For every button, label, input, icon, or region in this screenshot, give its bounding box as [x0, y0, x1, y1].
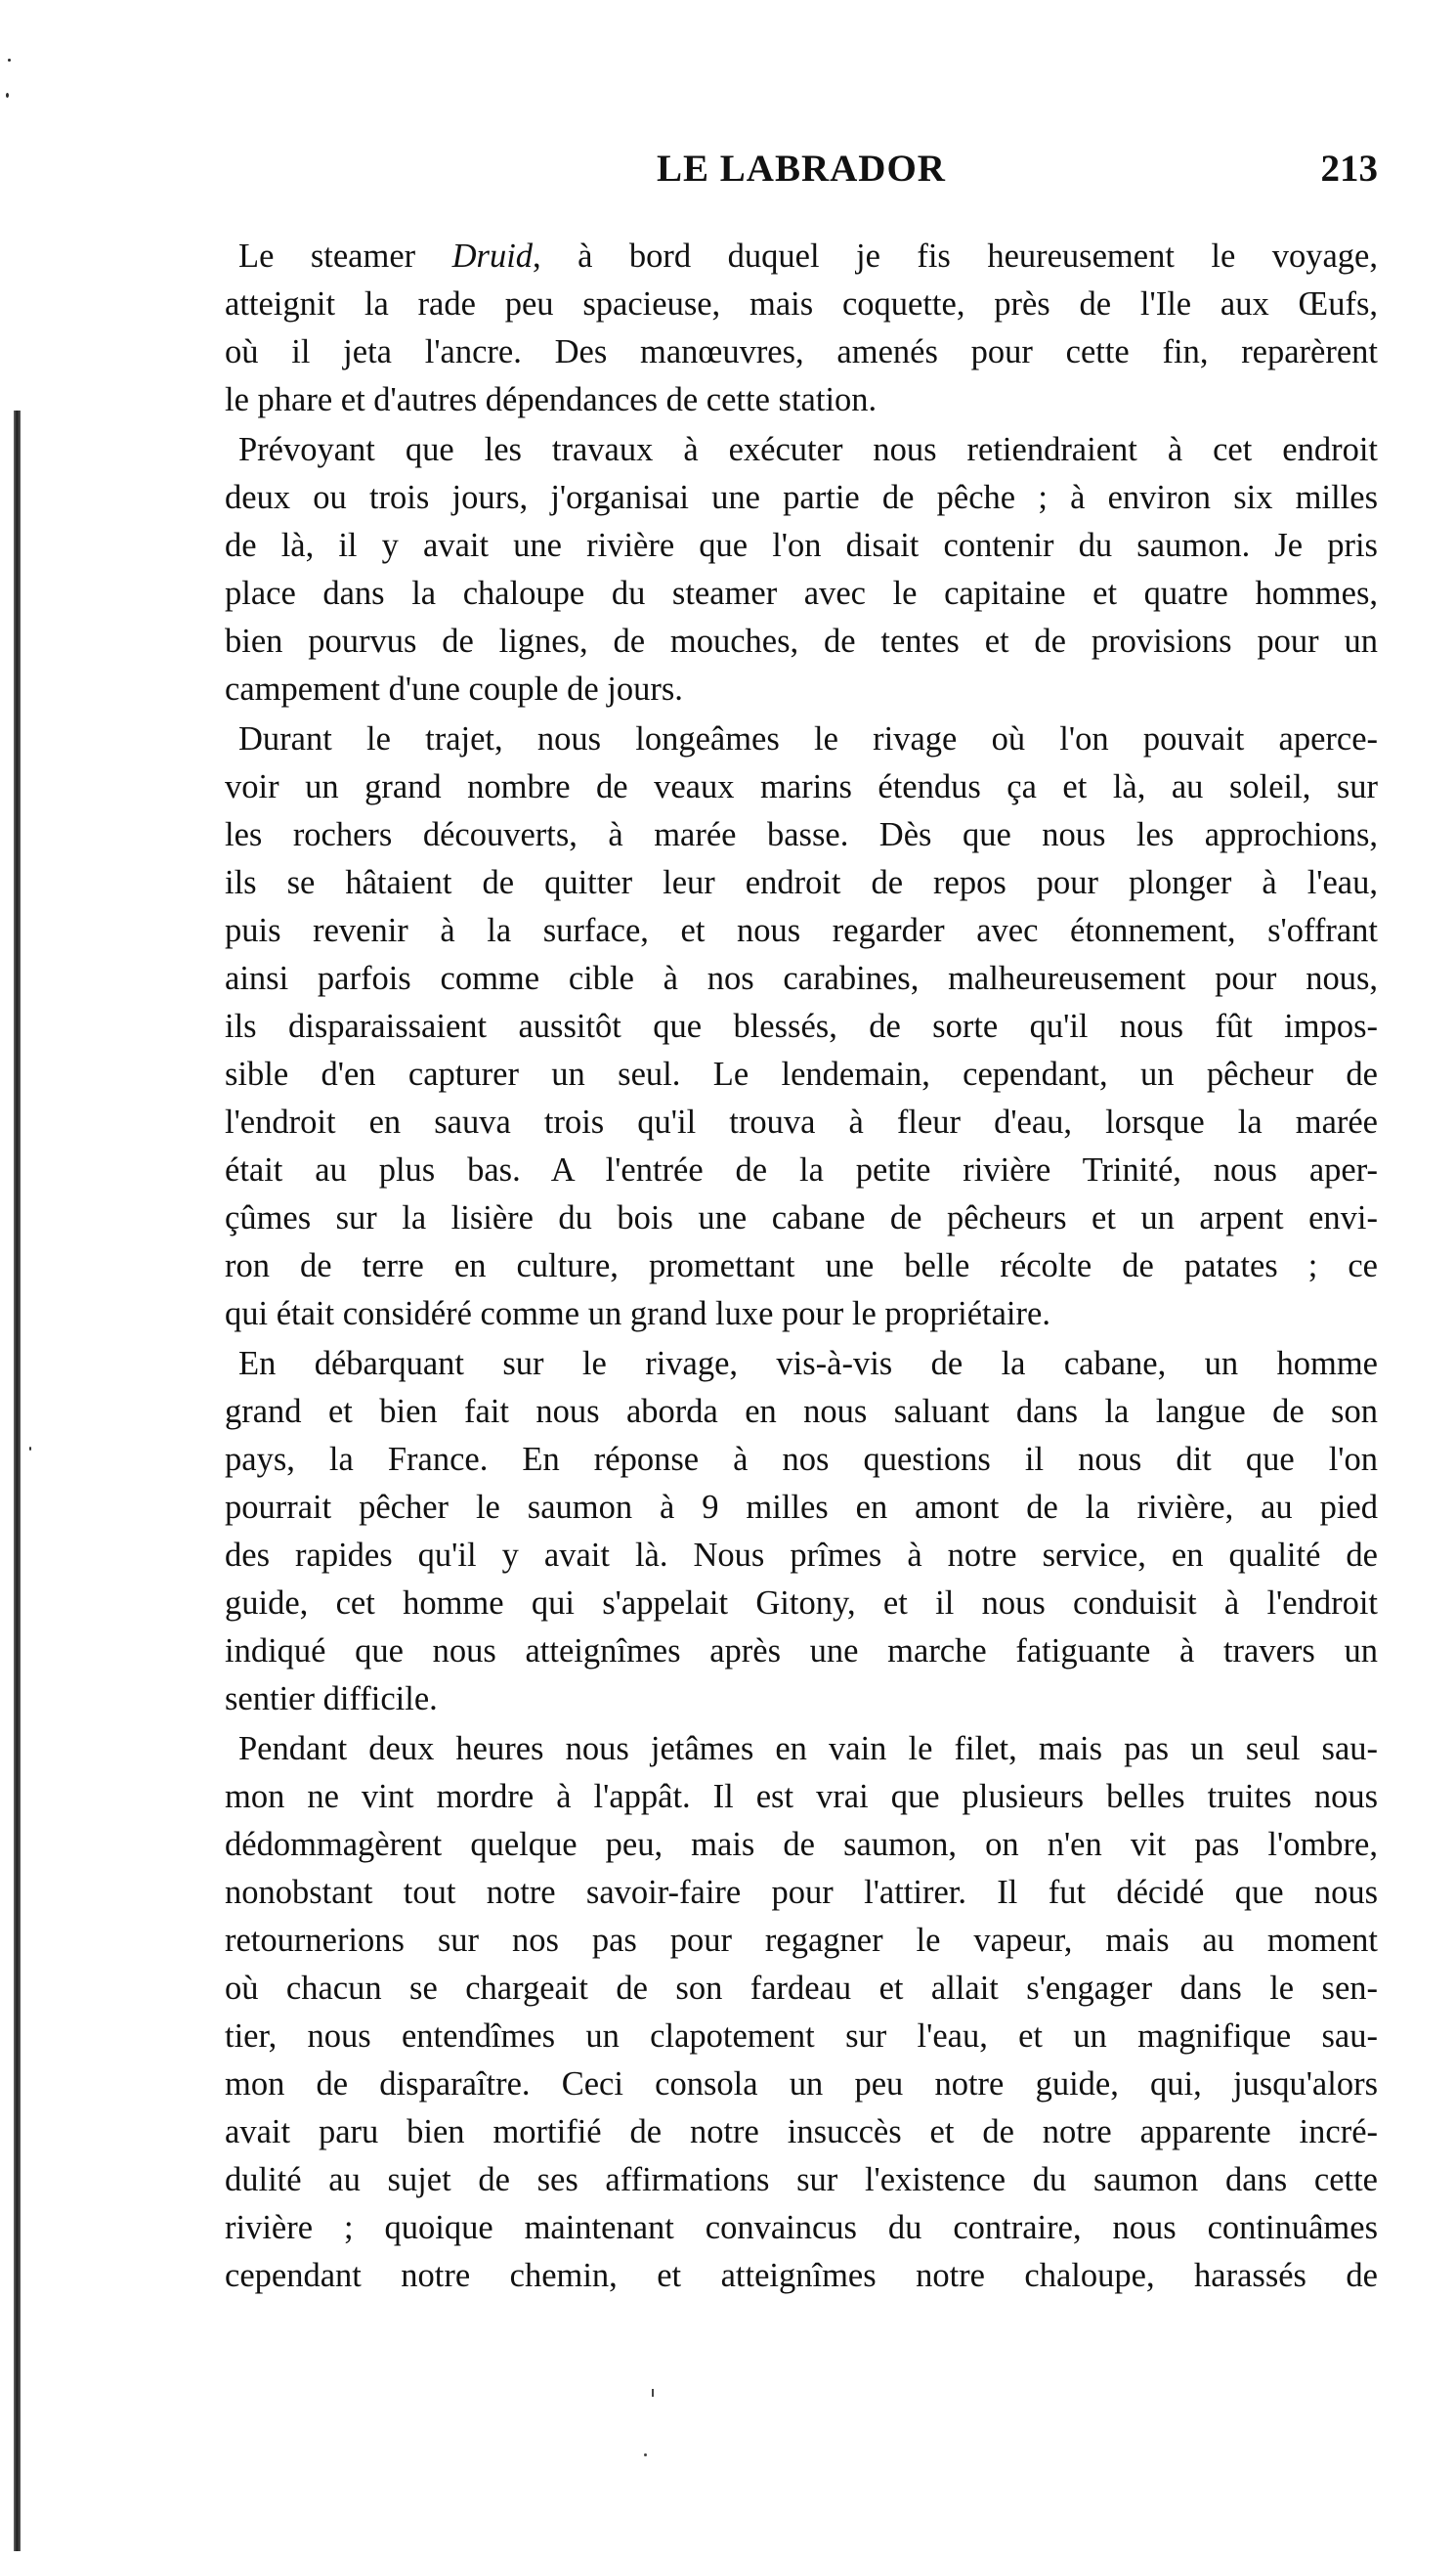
- text-line: Pendant deux heures nous jetâmes en vain le filet, mais pas un seul sau-: [238, 1730, 1378, 1767]
- text-line: En débarquant sur le rivage, vis-à-vis de la cabane, un homme: [238, 1345, 1378, 1382]
- text-line: voir un grand nombre de veaux marins étendus ça et là, au soleil, sur: [225, 768, 1378, 805]
- text-line: pays, la France. En réponse à nos questions il nous dit que l'on: [225, 1441, 1378, 1478]
- text-line: sentier difficile.: [225, 1680, 438, 1717]
- text-line: bien pourvus de lignes, de mouches, de tentes et de provisions pour un: [225, 623, 1378, 660]
- paragraph: [225, 716, 1378, 1338]
- paragraph: [225, 233, 1378, 424]
- text-line: rivière ; quoique maintenant convaincus du contraire, nous continuâmes: [225, 2209, 1378, 2246]
- text-line: dédommagèrent quelque peu, mais de saumon, on n'en vit pas l'ombre,: [225, 1826, 1378, 1863]
- text-line: l'endroit en sauva trois qu'il trouva à fleur d'eau, lorsque la marée: [225, 1104, 1378, 1141]
- text-line: pourrait pêcher le saumon à 9 milles en amont de la rivière, au pied: [225, 1489, 1378, 1526]
- text-line: le phare et d'autres dépendances de cette station.: [225, 381, 878, 418]
- text-line: [225, 233, 1378, 281]
- text-line: indiqué que nous atteignîmes après une marche fatiguante à travers un: [225, 1632, 1378, 1670]
- text-line: mon ne vint mordre à l'appât. Il est vrai que plusieurs belles truites nous: [225, 1778, 1378, 1815]
- stray-ink-mark: [644, 2453, 647, 2456]
- scan-speck: [8, 59, 11, 62]
- text-line: où chacun se chargeait de son fardeau et allait s'engager dans le sen-: [225, 1970, 1378, 2007]
- text-line: çûmes sur la lisière du bois une cabane de pêcheurs et un arpent envi-: [225, 1199, 1378, 1236]
- text-line: des rapides qu'il y avait là. Nous prîmes à notre service, en qualité de: [225, 1537, 1378, 1574]
- paragraph: [225, 1340, 1378, 1723]
- stray-ink-mark: [652, 2389, 654, 2397]
- text-line: sible d'en capturer un seul. Le lendemain, cependant, un pêcheur de: [225, 1056, 1378, 1093]
- text-line: Durant le trajet, nous longeâmes le rivage où l'on pouvait aperce-: [238, 720, 1378, 758]
- text-line: Prévoyant que les travaux à exécuter nous retiendraient à cet endroit: [238, 431, 1378, 468]
- page-number: 213: [1320, 148, 1378, 190]
- text-line: ils disparaissaient aussitôt que blessés, de sorte qu'il nous fût impos-: [225, 1008, 1378, 1045]
- scan-speck: [6, 93, 9, 98]
- scan-binding-edge: [0, 0, 39, 2559]
- text-line: atteignit la rade peu spacieuse, mais coquette, près de l'Ile aux Œufs,: [225, 285, 1378, 323]
- text-line: les rochers découverts, à marée basse. Dès que nous les approchions,: [225, 816, 1378, 853]
- text-line: tier, nous entendîmes un clapotement sur l'eau, et un magnifique sau-: [225, 2017, 1378, 2055]
- ship-name: Druid: [451, 238, 534, 275]
- text-line: ils se hâtaient de quitter leur endroit de repos pour plonger à l'eau,: [225, 864, 1378, 901]
- binding-shadow: [14, 411, 21, 2551]
- text-line: qui était considéré comme un grand luxe pour le propriétaire.: [225, 1295, 1050, 1332]
- text-line: retournerions sur nos pas pour regagner le vapeur, mais au moment: [225, 1922, 1378, 1959]
- text-line: guide, cet homme qui s'appelait Gitony, et il nous conduisit à l'endroit: [225, 1584, 1378, 1622]
- text-run: , à bord duquel je fis heureusement le voyage,: [533, 238, 1378, 275]
- body-text: [225, 233, 1378, 2300]
- paragraph: [225, 426, 1378, 714]
- text-line: avait paru bien mortifié de notre insuccès et de notre apparente incré-: [225, 2113, 1378, 2150]
- text-line: nonobstant tout notre savoir-faire pour l'attirer. Il fut décidé que nous: [225, 1874, 1378, 1911]
- text-line: était au plus bas. A l'entrée de la petite rivière Trinité, nous aper-: [225, 1151, 1378, 1189]
- text-line: dulité au sujet de ses affirmations sur l'existence du saumon dans cette: [225, 2161, 1378, 2198]
- text-line: puis revenir à la surface, et nous regarder avec étonnement, s'offrant: [225, 912, 1378, 949]
- text-line: de là, il y avait une rivière que l'on disait contenir du saumon. Je pris: [225, 527, 1378, 564]
- page-header: [225, 147, 1378, 201]
- text-line: grand et bien fait nous aborda en nous saluant dans la langue de son: [225, 1393, 1378, 1430]
- scan-speck: [29, 1447, 31, 1451]
- paragraph: [225, 1725, 1378, 2300]
- text-line: ron de terre en culture, promettant une belle récolte de patates ; ce: [225, 1247, 1378, 1284]
- text-line: cependant notre chemin, et atteignîmes notre chaloupe, harassés de: [225, 2257, 1378, 2294]
- text-run: Le steamer: [238, 238, 452, 275]
- text-line: deux ou trois jours, j'organisai une partie de pêche ; à environ six milles: [225, 479, 1378, 516]
- text-line: place dans la chaloupe du steamer avec le capitaine et quatre hommes,: [225, 575, 1378, 612]
- text-line: ainsi parfois comme cible à nos carabines, malheureusement pour nous,: [225, 960, 1378, 997]
- running-title: LE LABRADOR: [657, 148, 946, 190]
- text-line: où il jeta l'ancre. Des manœuvres, amenés pour cette fin, reparèrent: [225, 333, 1378, 370]
- text-line: mon de disparaître. Ceci consola un peu notre guide, qui, jusqu'alors: [225, 2065, 1378, 2103]
- text-line: campement d'une couple de jours.: [225, 671, 683, 708]
